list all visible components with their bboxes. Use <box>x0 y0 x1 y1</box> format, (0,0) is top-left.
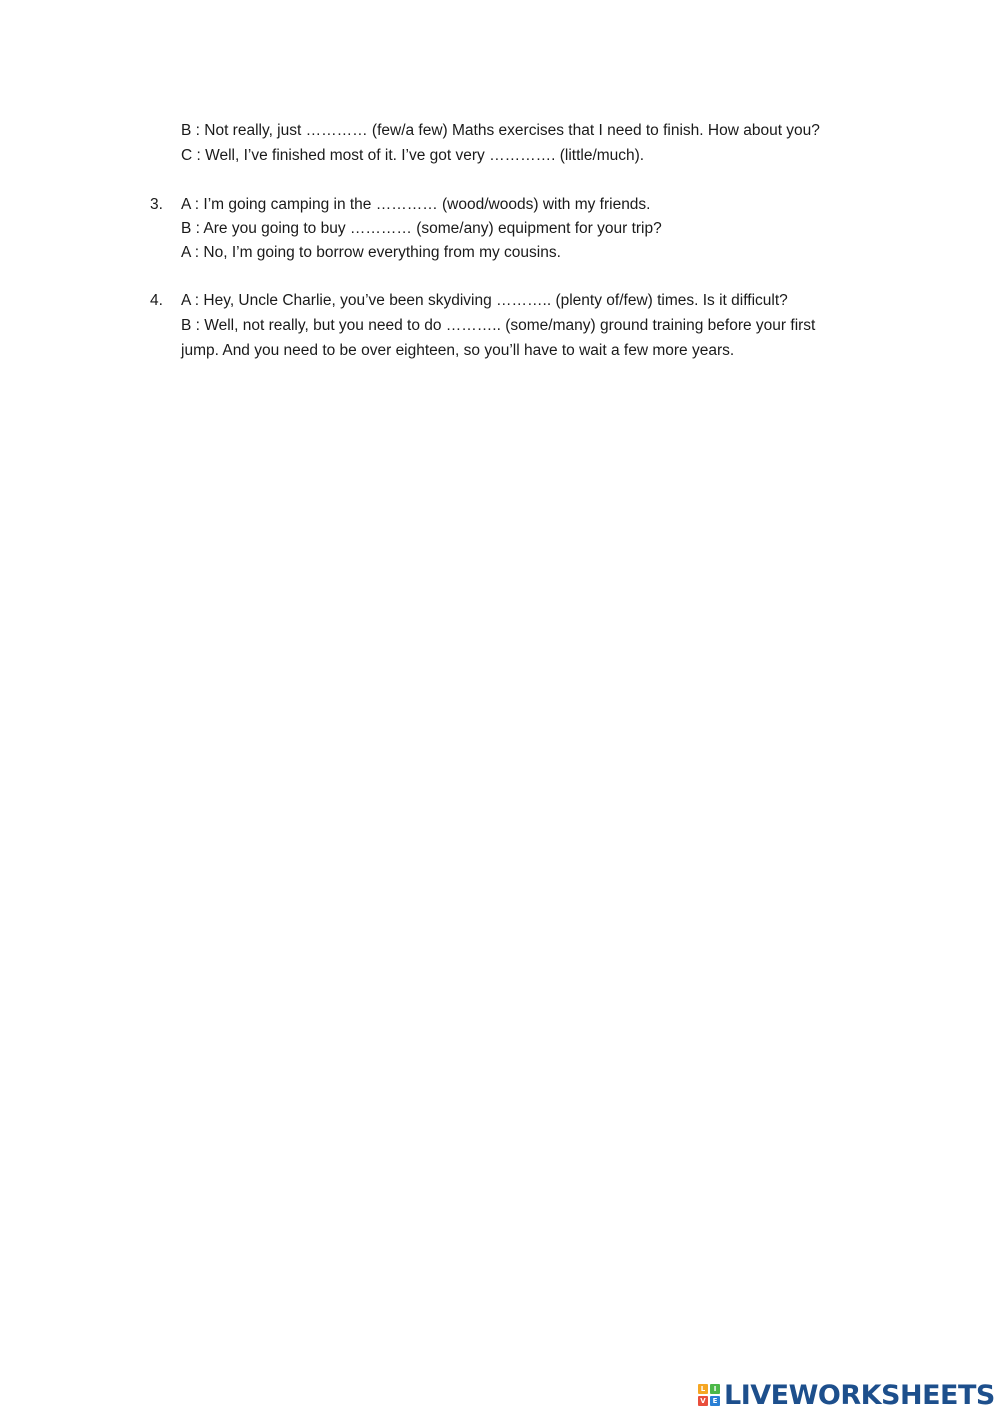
logo-mark-tile: I <box>710 1384 720 1394</box>
item4-line-3: jump. And you need to be over eighteen, so you’ll have to wait a few more years. <box>181 342 735 359</box>
item3-number: 3. <box>150 196 163 213</box>
item4-number: 4. <box>150 292 163 309</box>
item2-line-b: B : Not really, just ………… (few/a few) Maths exercises that I need to finish. How about you? <box>181 122 820 139</box>
item3-line-2: B : Are you going to buy ………… (some/any) equipment for your trip? <box>181 220 662 237</box>
logo-mark-tile: V <box>698 1396 708 1406</box>
item4-line-1: A : Hey, Uncle Charlie, you’ve been skydiving ……….. (plenty of/few) times. Is it difficult? <box>181 292 788 309</box>
logo-text: LIVEWORKSHEETS <box>724 1379 995 1411</box>
logo-mark-tile: L <box>698 1384 708 1394</box>
item4-line-2: B : Well, not really, but you need to do ……….. (some/many) ground training before your first <box>181 317 816 334</box>
liveworksheets-logo <box>698 1380 995 1410</box>
logo-mark-tile: E <box>710 1396 720 1406</box>
item2-line-c: C : Well, I’ve finished most of it. I’ve got very …………. (little/much). <box>181 147 645 164</box>
item3-line-1: A : I’m going camping in the ………… (wood/woods) with my friends. <box>181 196 651 213</box>
item3-line-3: A : No, I’m going to borrow everything from my cousins. <box>181 244 561 261</box>
logo-mark-icon <box>698 1384 720 1406</box>
